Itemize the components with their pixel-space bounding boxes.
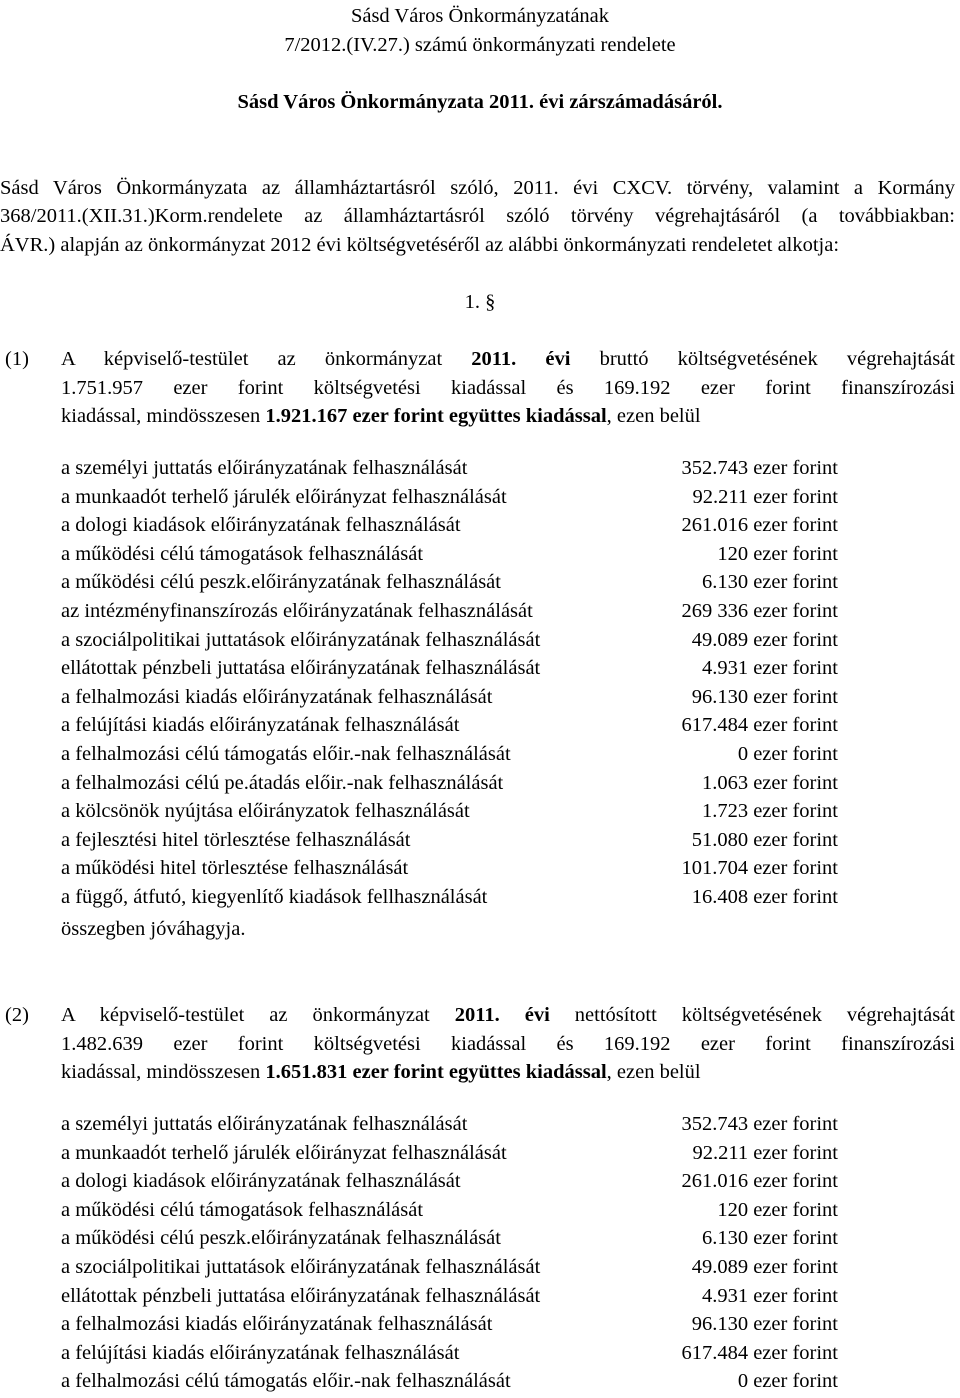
- expenditure-amount: 4.931 ezer forint: [701, 657, 838, 680]
- expenditure-label: a személyi juttatás előirányzatának felhasználását: [61, 457, 468, 479]
- expenditure-amount: 352.743 ezer forint: [681, 1113, 838, 1135]
- expenditure-amount: 6.130 ezer forint: [701, 1227, 838, 1250]
- para1-closing: összegben jóváhagyja.: [61, 918, 246, 940]
- expenditure-label: a működési hitel törlesztése felhasználását: [61, 857, 409, 880]
- expenditure-amount: 96.130 ezer forint: [691, 685, 838, 708]
- para1-line-1: [61, 345, 955, 374]
- section-label: 1. §: [464, 291, 496, 313]
- expenditure-row: [61, 483, 841, 512]
- expenditure-label: a felújítási kiadás előirányzatának felhasználását: [61, 1341, 460, 1364]
- expenditure-amount: 49.089 ezer forint: [691, 628, 838, 651]
- expenditure-row: [61, 454, 841, 483]
- expenditure-amount: 16.408 ezer forint: [691, 886, 838, 908]
- expenditure-amount: 0 ezer forint: [737, 1370, 838, 1393]
- expenditure-amount: 269 336 ezer forint: [681, 600, 838, 622]
- para1-text: kiadással, mindösszesen: [61, 405, 266, 427]
- expenditure-label: a személyi juttatás előirányzatának felhasználását: [61, 1113, 468, 1135]
- para2-text: nettósított költségvetésének végrehajtását: [549, 1004, 955, 1026]
- expenditure-amount: 1.063 ezer forint: [701, 771, 838, 794]
- expenditure-row: [61, 826, 841, 855]
- expenditure-label: a felújítási kiadás előirányzatának felhasználását: [61, 714, 460, 737]
- preamble-line-1: Sásd Város Önkormányzata az államháztartásról szóló, 2011. évi CXCV. törvény, valamint a Kormány: [0, 177, 955, 199]
- expenditure-label: a szociálpolitikai juttatások előirányzatának felhasználását: [61, 628, 541, 651]
- para2-line-2: 1.482.639 ezer forint költségvetési kiadással és 169.192 ezer forint finanszírozási: [61, 1033, 955, 1055]
- expenditure-row: [61, 540, 841, 569]
- expenditure-row: [61, 568, 841, 597]
- expenditure-label: az intézményfinanszírozás előirányzatának felhasználását: [61, 600, 533, 622]
- expenditure-row: [61, 1339, 841, 1368]
- expenditure-row: [61, 1196, 841, 1225]
- para1-total: 1.921.167 ezer forint együttes kiadással: [265, 405, 607, 427]
- expenditure-label: a felhalmozási célú pe.átadás előir.-nak felhasználását: [61, 771, 504, 794]
- expenditure-label: a felhalmozási kiadás előirányzatának felhasználását: [61, 1313, 493, 1336]
- ordinance-number: 7/2012.(IV.27.) számú önkormányzati rendelete: [284, 34, 676, 56]
- expenditure-amount: 617.484 ezer forint: [681, 714, 838, 737]
- para2-line-1: [61, 1001, 955, 1030]
- para1-line-2: 1.751.957 ezer forint költségvetési kiadással és 169.192 ezer forint finanszírozási: [61, 377, 955, 399]
- expenditure-label: a működési célú támogatások felhasználását: [61, 1198, 424, 1221]
- expenditure-row: [61, 683, 841, 712]
- expenditure-row: [61, 740, 841, 769]
- expenditure-label: a munkaadót terhelő járulék előirányzat felhasználását: [61, 485, 507, 508]
- expenditure-amount: 120 ezer forint: [717, 1198, 838, 1221]
- expenditure-label: a dologi kiadások előirányzatának felhasználását: [61, 1170, 461, 1193]
- expenditure-label: a működési célú peszk.előirányzatának felhasználását: [61, 1227, 501, 1250]
- para2-text: kiadással, mindösszesen: [61, 1061, 266, 1083]
- expenditure-amount: 6.130 ezer forint: [701, 571, 838, 594]
- ordinance-issuer: Sásd Város Önkormányzatának: [350, 5, 610, 27]
- expenditure-amount: 120 ezer forint: [717, 542, 838, 565]
- paragraph-number: (1): [5, 348, 29, 370]
- expenditure-row: [61, 1282, 841, 1311]
- expenditure-row: [61, 1139, 841, 1168]
- expenditure-label: a felhalmozási célú támogatás előir.-nak felhasználását: [61, 1370, 511, 1393]
- expenditure-amount: 96.130 ezer forint: [691, 1313, 838, 1336]
- para1-line-3: [61, 402, 701, 431]
- expenditure-row: [61, 1367, 841, 1396]
- expenditure-amount: 92.211 ezer forint: [692, 485, 838, 508]
- expenditure-row: [61, 1253, 841, 1282]
- expenditure-amount: 51.080 ezer forint: [691, 828, 838, 851]
- paragraph-number: (2): [5, 1004, 29, 1026]
- expenditure-amount: 101.704 ezer forint: [681, 857, 838, 880]
- expenditure-label: a munkaadót terhelő járulék előirányzat felhasználását: [61, 1141, 507, 1164]
- expenditure-amount: 92.211 ezer forint: [692, 1141, 838, 1164]
- ordinance-title: Sásd Város Önkormányzata 2011. évi zárszámadásáról.: [237, 91, 723, 113]
- expenditure-amount: 352.743 ezer forint: [681, 457, 838, 479]
- para2-text: A képviselő-testület az önkormányzat: [61, 1004, 455, 1026]
- expenditure-amount: 49.089 ezer forint: [691, 1256, 838, 1278]
- expenditure-row: [61, 1310, 841, 1339]
- para2-year: 2011. évi: [454, 1004, 550, 1026]
- para1-text: , ezen belül: [606, 405, 701, 427]
- expenditure-row: [61, 883, 841, 912]
- expenditure-row: [61, 769, 841, 798]
- expenditure-row: [61, 797, 841, 826]
- expenditure-label: a dologi kiadások előirányzatának felhasználását: [61, 514, 461, 537]
- expenditure-amount: 261.016 ezer forint: [681, 514, 838, 537]
- para1-text: bruttó költségvetésének végrehajtását: [570, 348, 955, 370]
- expenditure-row: [61, 597, 841, 626]
- expenditure-row: [61, 1110, 841, 1139]
- expenditure-row: [61, 711, 841, 740]
- expenditure-label: a működési célú támogatások felhasználását: [61, 542, 424, 565]
- expenditure-amount: 0 ezer forint: [737, 743, 838, 765]
- expenditure-label: a fejlesztési hitel törlesztése felhasználását: [61, 828, 411, 851]
- expenditure-amount: 4.931 ezer forint: [701, 1284, 838, 1307]
- expenditure-row: [61, 511, 841, 540]
- expenditure-row: [61, 626, 841, 655]
- expenditure-row: [61, 1167, 841, 1196]
- expenditure-row: [61, 854, 841, 883]
- expenditure-label: a szociálpolitikai juttatások előirányzatának felhasználását: [61, 1256, 541, 1278]
- preamble-line-2: 368/2011.(XII.31.)Korm.rendelete az államháztartásról szóló törvény végrehajtásáról (a továbbiakban:: [0, 205, 955, 227]
- expenditure-amount: 617.484 ezer forint: [681, 1341, 838, 1364]
- para2-text: , ezen belül: [606, 1061, 701, 1083]
- expenditure-row: [61, 654, 841, 683]
- para2-total: 1.651.831 ezer forint együttes kiadással: [265, 1061, 607, 1083]
- expenditure-label: a felhalmozási kiadás előirányzatának felhasználását: [61, 685, 493, 708]
- expenditure-label: a függő, átfutó, kiegyenlítő kiadások fellhasználását: [61, 886, 488, 908]
- expenditure-label: a felhalmozási célú támogatás előir.-nak felhasználását: [61, 743, 511, 765]
- expenditure-row: [61, 1224, 841, 1253]
- expenditure-amount: 261.016 ezer forint: [681, 1170, 838, 1193]
- expenditure-label: a kölcsönök nyújtása előirányzatok felhasználását: [61, 800, 470, 823]
- expenditure-amount: 1.723 ezer forint: [701, 800, 838, 823]
- para1-text: A képviselő-testület az önkormányzat: [61, 348, 472, 370]
- expenditure-label: ellátottak pénzbeli juttatása előirányzatának felhasználását: [61, 657, 541, 680]
- expenditure-label: ellátottak pénzbeli juttatása előirányzatának felhasználását: [61, 1284, 541, 1307]
- preamble-line-3: ÁVR.) alapján az önkormányzat 2012 évi költségvetéséről az alábbi önkormányzati rendeletet alkotja:: [0, 234, 840, 256]
- para2-line-3: [61, 1058, 701, 1087]
- expenditure-label: a működési célú peszk.előirányzatának felhasználását: [61, 571, 501, 594]
- para1-year: 2011. évi: [471, 348, 571, 370]
